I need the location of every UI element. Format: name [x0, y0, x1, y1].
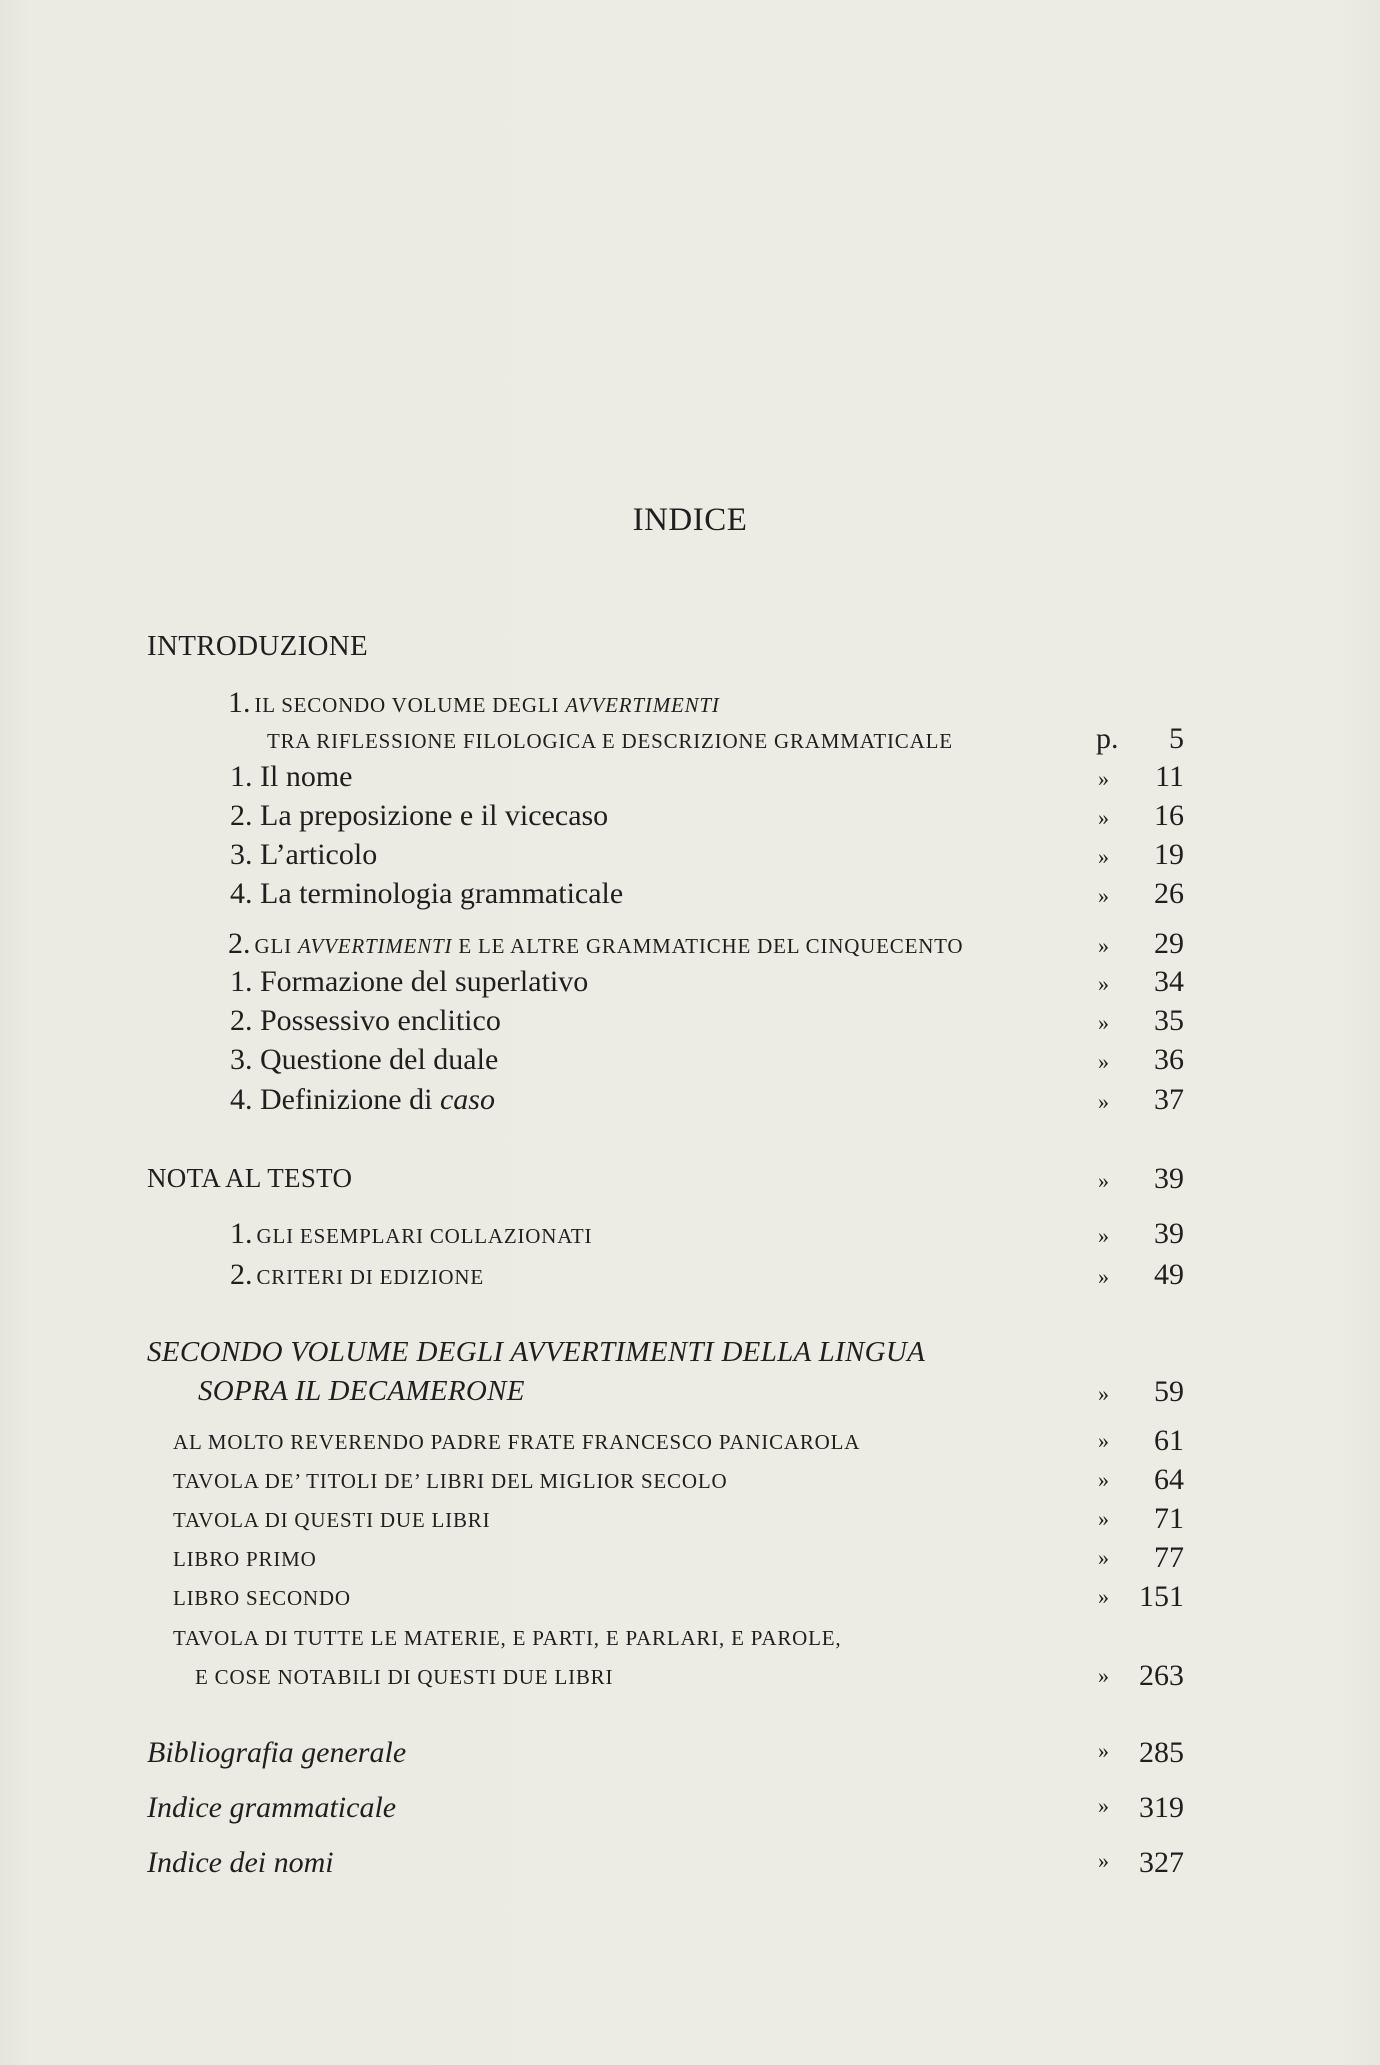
chapter-title-italic: AVVERTIMENTI [565, 693, 720, 717]
toc-entry[interactable]: 2. Possessivo enclitico [230, 1004, 501, 1037]
toc-entry-text: GLI ESEMPLARI COLLAZIONATI [256, 1224, 593, 1248]
page-number: 61 [1154, 1424, 1184, 1457]
ditto-mark: » [1098, 1264, 1109, 1289]
page-number: 49 [1154, 1258, 1184, 1291]
entry-number: 1. [230, 1217, 253, 1250]
page-number: 26 [1154, 877, 1184, 910]
page-number: 319 [1139, 1791, 1184, 1824]
toc-entry-continuation[interactable]: E COSE NOTABILI DI QUESTI DUE LIBRI [195, 1665, 614, 1689]
chapter-title-text: IL SECONDO VOLUME DEGLI [254, 693, 566, 717]
section-secondo-volume-line2[interactable]: SOPRA IL DECAMERONE [198, 1375, 525, 1407]
page-number: 327 [1139, 1846, 1184, 1879]
toc-entry[interactable]: 1. Formazione del superlativo [230, 965, 589, 998]
ditto-mark: » [1098, 1467, 1109, 1492]
page-number: 39 [1154, 1217, 1184, 1250]
ditto-mark: » [1098, 1010, 1109, 1035]
page-prefix: p. [1096, 722, 1119, 755]
toc-entry[interactable]: LIBRO PRIMO [173, 1547, 317, 1571]
toc-entry-text: CRITERI DI EDIZIONE [256, 1265, 484, 1289]
toc-entry[interactable] [230, 1260, 484, 1290]
ditto-mark: » [1098, 1089, 1109, 1114]
toc-entry-indice-nomi[interactable]: Indice dei nomi [147, 1846, 334, 1879]
ditto-mark: » [1098, 1793, 1109, 1818]
toc-entry[interactable] [230, 1219, 592, 1249]
chapter-number: 1. [228, 686, 251, 719]
toc-entry[interactable]: AL MOLTO REVERENDO PADRE FRATE FRANCESCO PANICAROLA [173, 1430, 861, 1454]
ditto-mark: » [1098, 844, 1109, 869]
chapter-title-italic: AVVERTIMENTI [297, 934, 453, 958]
page-number: 77 [1154, 1541, 1184, 1574]
chapter-title-text: E LE ALTRE GRAMMATICHE DEL CINQUECENTO [452, 934, 964, 958]
section-nota-al-testo[interactable]: NOTA AL TESTO [147, 1163, 353, 1193]
ditto-mark: » [1098, 1381, 1109, 1406]
page-number: 71 [1154, 1502, 1184, 1535]
page-number: 263 [1139, 1659, 1184, 1692]
toc-entry-indice-grammaticale[interactable]: Indice grammaticale [147, 1791, 397, 1824]
chapter-2-title[interactable] [228, 929, 963, 959]
chapter-1-title[interactable] [228, 688, 720, 718]
page-number: 35 [1154, 1004, 1184, 1037]
ditto-mark: » [1098, 1848, 1109, 1873]
ditto-mark: » [1098, 766, 1109, 791]
ditto-mark: » [1098, 1168, 1109, 1193]
toc-entry[interactable]: LIBRO SECONDO [173, 1586, 351, 1610]
page-title: INDICE [632, 502, 748, 538]
page-number: 11 [1155, 760, 1184, 793]
ditto-mark: » [1098, 1584, 1109, 1609]
ditto-mark: » [1098, 805, 1109, 830]
toc-entry[interactable] [230, 1085, 495, 1115]
toc-entry[interactable]: TAVOLA DI TUTTE LE MATERIE, E PARTI, E PARLARI, E PAROLE, [173, 1626, 842, 1650]
toc-entry[interactable]: TAVOLA DI QUESTI DUE LIBRI [173, 1508, 491, 1532]
page-number: 59 [1154, 1375, 1184, 1408]
ditto-mark: » [1098, 1506, 1109, 1531]
page-number: 19 [1154, 838, 1184, 871]
page-number: 285 [1139, 1736, 1184, 1769]
page-number: 64 [1154, 1463, 1184, 1496]
toc-entry[interactable]: 3. L’articolo [230, 838, 378, 871]
toc-entry[interactable]: 3. Questione del duale [230, 1043, 499, 1076]
ditto-mark: » [1098, 883, 1109, 908]
chapter-1-subtitle[interactable]: TRA RIFLESSIONE FILOLOGICA E DESCRIZIONE GRAMMATICALE [267, 729, 953, 753]
section-secondo-volume[interactable]: SECONDO VOLUME DEGLI AVVERTIMENTI DELLA LINGUA [147, 1336, 926, 1368]
entry-number: 2. [230, 1258, 253, 1291]
ditto-mark: » [1098, 1049, 1109, 1074]
page-number: 37 [1154, 1083, 1184, 1116]
page-number: 5 [1169, 722, 1184, 755]
chapter-number: 2. [228, 927, 251, 960]
ditto-mark: » [1098, 1223, 1109, 1248]
ditto-mark: » [1098, 1738, 1109, 1763]
ditto-mark: » [1098, 933, 1109, 958]
ditto-mark: » [1098, 971, 1109, 996]
section-introduzione[interactable]: INTRODUZIONE [147, 630, 369, 662]
toc-entry-italic: caso [439, 1083, 495, 1116]
ditto-mark: » [1098, 1545, 1109, 1570]
toc-entry[interactable]: TAVOLA DE’ TITOLI DE’ LIBRI DEL MIGLIOR SECOLO [173, 1469, 728, 1493]
toc-entry[interactable]: 4. La terminologia grammaticale [230, 877, 624, 910]
page-number: 151 [1139, 1580, 1184, 1613]
toc-entry[interactable]: 2. La preposizione e il vicecaso [230, 799, 609, 832]
toc-entry-bibliografia[interactable]: Bibliografia generale [147, 1736, 407, 1769]
toc-entry-text: 4. Definizione di [230, 1083, 440, 1116]
page-number: 39 [1154, 1162, 1184, 1195]
ditto-mark: » [1098, 1663, 1109, 1688]
toc-entry[interactable]: 1. Il nome [230, 760, 353, 793]
page-number: 29 [1154, 927, 1184, 960]
chapter-title-text: GLI [254, 934, 298, 958]
page-number: 16 [1154, 799, 1184, 832]
page-number: 36 [1154, 1043, 1184, 1076]
page-number: 34 [1154, 965, 1184, 998]
ditto-mark: » [1098, 1428, 1109, 1453]
